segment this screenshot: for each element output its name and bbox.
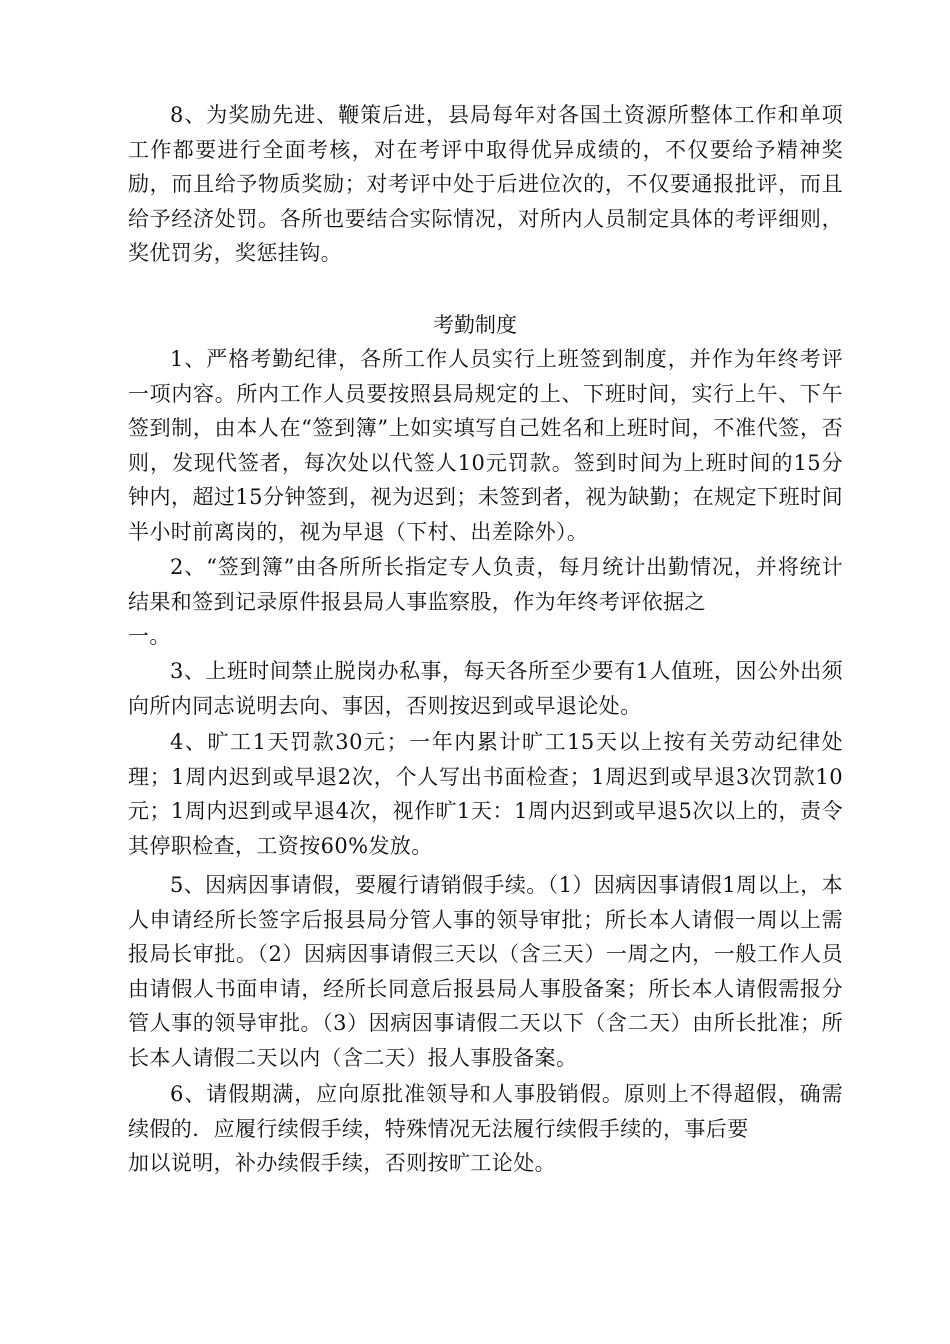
rule-4: 4、旷工1天罚款30元；一年内累计旷工15天以上按有关劳动纪律处理；1周内迟到或早退2次，个人写出书面检查；1周迟到或早退3次罚款10元；1周内迟到或早退4次，视作旷1天：1周内迟到或早退5次以上的，责令其停职检查，工资按60%发放。 (128, 730, 843, 858)
rule-3: 3、上班时间禁止脱岗办私事，每天各所至少要有1人值班，因公外出须向所内同志说明去向、事因，否则按迟到或早退论处。 (128, 659, 843, 718)
rule-2: 2、“签到簿”由各所所长指定专人负责，每月统计出勤情况，并将统计结果和签到记录原件报县局人事监察股，作为年终考评依据之 一。 (128, 555, 843, 648)
paragraph-8: 8、为奖励先进、鞭策后进，县局每年对各国土资源所整体工作和单项工作都要进行全面考核，对在考评中取得优异成绩的，不仅要给予精神奖励，而且给予物质奖励；对考评中处于后进位次的，不仅要通报批评，而且给予经济处罚。各所也要结合实际情况，对所内人员制定具体的考评细则，奖优罚劣，奖惩挂钩。 (128, 103, 843, 265)
rule-5: 5、因病因事请假，要履行请销假手续。（1）因病因事请假1周以上，本人申请经所长签字后报县局分管人事的领导审批；所长本人请假一周以上需报局长审批。（2）因病因事请假三天以（含三天）一周之内，一般工作人员由请假人书面申请，经所长同意后报县局人事股备案；所长本人请假需报分管人事的领导审批。（3）因病因事请假二天以下（含二天）由所长批准；所长本人请假二天以内（含二天）报人事股备案。 (128, 873, 843, 1070)
section-title: 考勤制度 (433, 313, 517, 337)
rule-1: 1、严格考勤纪律，各所工作人员实行上班签到制度，并作为年终考评一项内容。所内工作人员要按照县局规定的上、下班时间，实行上午、下午签到制，由本人在“签到簿”上如实填写自己姓名和上班时间，不准代签，否则，发现代签者，每次处以代签人10元罚款。签到时间为上班时间的15分钟内，超过15分钟签到，视为迟到；未签到者，视为缺勤；在规定下班时间半小时前离岗的，视为早退（下村、出差除外）。 (128, 347, 843, 544)
rule-6: 6、请假期满，应向原批准领导和人事股销假。原则上不得超假，确需续假的．应履行续假手续，特殊情况无法履行续假手续的，事后要 加以说明，补办续假手续，否则按旷工论处。 (128, 1082, 843, 1175)
